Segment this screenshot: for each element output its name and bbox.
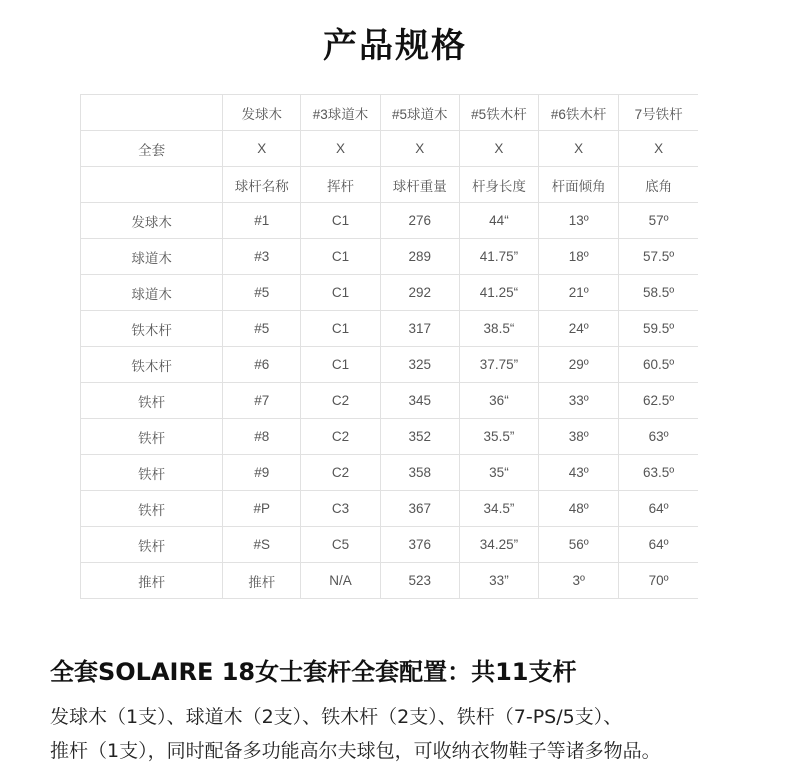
table-cell: 34.25” [459, 527, 538, 563]
table-row [81, 491, 699, 527]
table-cell: 33º [539, 383, 619, 419]
table-row [81, 203, 699, 239]
table-row [81, 95, 699, 131]
table-cell: 挥杆 [301, 167, 380, 203]
table-cell: 325 [380, 347, 459, 383]
table-cell: 发球木 [223, 95, 301, 131]
table-cell: 21º [539, 275, 619, 311]
table-cell: 杆身长度 [459, 167, 538, 203]
table-row [81, 311, 699, 347]
table-cell: 铁杆 [81, 419, 223, 455]
table-cell: 367 [380, 491, 459, 527]
table-cell: 18º [539, 239, 619, 275]
table-cell: C1 [301, 311, 380, 347]
table-cell: 58.5º [619, 275, 698, 311]
table-cell: 铁杆 [81, 527, 223, 563]
table-cell: 34.5” [459, 491, 538, 527]
table-cell: 球杆重量 [380, 167, 459, 203]
table-cell: 37.75” [459, 347, 538, 383]
table-cell: 44“ [459, 203, 538, 239]
table-cell: 7号铁杆 [619, 95, 698, 131]
table-cell: 41.75” [459, 239, 538, 275]
table-cell: 铁杆 [81, 455, 223, 491]
table-cell: 铁杆 [81, 383, 223, 419]
table-cell: 57.5º [619, 239, 698, 275]
table-row [81, 383, 699, 419]
table-cell: #5球道木 [380, 95, 459, 131]
table-cell: 63º [619, 419, 698, 455]
table-cell: C2 [301, 383, 380, 419]
table-cell: 全套 [81, 131, 223, 167]
table-cell: #S [223, 527, 301, 563]
table-row [81, 347, 699, 383]
table-cell: X [223, 131, 301, 167]
table-cell: #3 [223, 239, 301, 275]
table-cell: 56º [539, 527, 619, 563]
table-cell: X [380, 131, 459, 167]
table-cell: 70º [619, 563, 698, 599]
table-cell: 铁木杆 [81, 311, 223, 347]
table-cell: 41.25“ [459, 275, 538, 311]
table-cell: 289 [380, 239, 459, 275]
table-cell: #1 [223, 203, 301, 239]
table-cell: 64º [619, 527, 698, 563]
table-cell: #5 [223, 311, 301, 347]
table-cell: #5铁木杆 [459, 95, 538, 131]
table-cell: C2 [301, 419, 380, 455]
table-cell: 523 [380, 563, 459, 599]
table-cell: 29º [539, 347, 619, 383]
table-cell [81, 95, 223, 131]
table-row [81, 455, 699, 491]
table-cell: X [619, 131, 698, 167]
table-cell [81, 167, 223, 203]
table-cell: 发球木 [81, 203, 223, 239]
table-cell: C5 [301, 527, 380, 563]
summary-line-1: 发球木（1支）、球道木（2支）、铁木杆（2支）、铁杆（7-PS/5支）、 [50, 706, 623, 728]
table-cell: 推杆 [81, 563, 223, 599]
table-cell: 铁木杆 [81, 347, 223, 383]
table-cell: 48º [539, 491, 619, 527]
table-cell: #6铁木杆 [539, 95, 619, 131]
table-row [81, 131, 699, 167]
table-cell: 球道木 [81, 275, 223, 311]
table-cell: #P [223, 491, 301, 527]
table-cell: C1 [301, 203, 380, 239]
table-cell: C3 [301, 491, 380, 527]
table-cell: #9 [223, 455, 301, 491]
table-cell: 球杆名称 [223, 167, 301, 203]
table-cell: 3º [539, 563, 619, 599]
table-cell: X [539, 131, 619, 167]
table-cell: 13º [539, 203, 619, 239]
table-cell: 36“ [459, 383, 538, 419]
table-cell: 35“ [459, 455, 538, 491]
table-cell: X [301, 131, 380, 167]
table-cell: #8 [223, 419, 301, 455]
table-cell: 63.5º [619, 455, 698, 491]
table-row [81, 239, 699, 275]
table-cell: 球道木 [81, 239, 223, 275]
table-cell: 317 [380, 311, 459, 347]
table-cell: 57º [619, 203, 698, 239]
table-cell: C2 [301, 455, 380, 491]
table-cell: 345 [380, 383, 459, 419]
table-cell: 60.5º [619, 347, 698, 383]
table-cell: #5 [223, 275, 301, 311]
table-cell: 33” [459, 563, 538, 599]
table-cell: C1 [301, 275, 380, 311]
table-row [81, 563, 699, 599]
table-cell: 62.5º [619, 383, 698, 419]
table-cell: #7 [223, 383, 301, 419]
table-cell: C1 [301, 347, 380, 383]
spec-table [80, 94, 698, 599]
table-cell: #3球道木 [301, 95, 380, 131]
summary-line-2: 推杆（1支），同时配备多功能高尔夫球包，可收纳衣物鞋子等诸多物品。 [50, 740, 661, 762]
table-cell: 376 [380, 527, 459, 563]
table-cell: C1 [301, 239, 380, 275]
table-row [81, 167, 699, 203]
spec-table-body [81, 95, 699, 599]
table-cell: 43º [539, 455, 619, 491]
table-cell: 38º [539, 419, 619, 455]
table-cell: 59.5º [619, 311, 698, 347]
table-cell: 24º [539, 311, 619, 347]
table-row [81, 419, 699, 455]
table-cell: 底角 [619, 167, 698, 203]
table-cell: 64º [619, 491, 698, 527]
table-cell: 35.5” [459, 419, 538, 455]
table-cell: 推杆 [223, 563, 301, 599]
table-cell: 292 [380, 275, 459, 311]
table-cell: 358 [380, 455, 459, 491]
table-cell: 铁杆 [81, 491, 223, 527]
table-cell: X [459, 131, 538, 167]
table-cell: 38.5“ [459, 311, 538, 347]
table-cell: #6 [223, 347, 301, 383]
page-title: 产品规格 [323, 26, 467, 66]
summary-heading: 全套SOLAIRE 18女士套杆全套配置：共11支杆 [50, 658, 577, 686]
table-cell: 352 [380, 419, 459, 455]
table-row [81, 275, 699, 311]
table-row [81, 527, 699, 563]
table-cell: 杆面倾角 [539, 167, 619, 203]
table-cell: 276 [380, 203, 459, 239]
table-cell: N/A [301, 563, 380, 599]
